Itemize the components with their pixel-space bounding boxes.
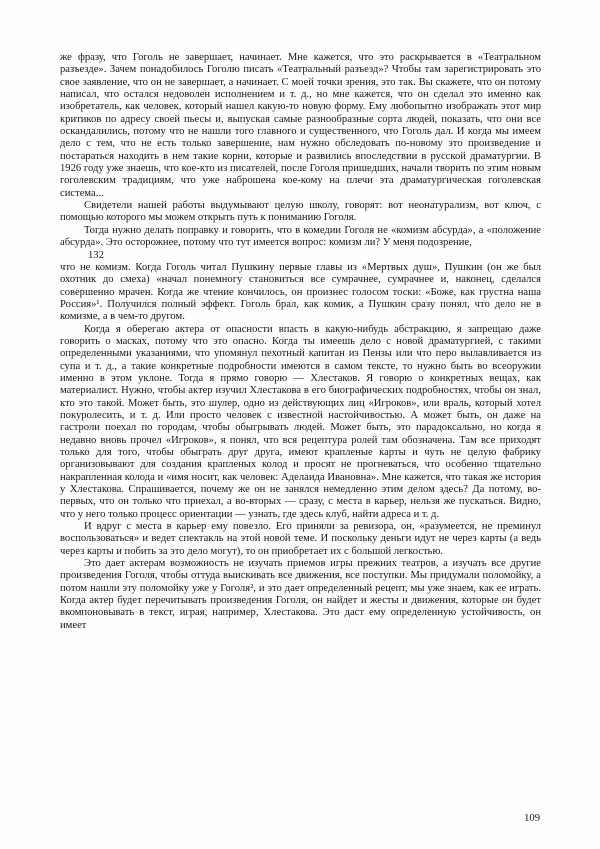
paragraph: Тогда нужно делать поправку и говорить, что в комедии Гоголя не «комизм абсурда», а «положение абсурда». Это осторожнее, потому что тут имеется вопрос: комизм ли? У меня подозрение, (60, 224, 541, 249)
page-number: 109 (524, 813, 540, 824)
paragraph: Когда я оберегаю актера от опасности впасть в какую-нибудь абстракцию, я запрещаю даже говорить о масках, потому что это опасно. Когда ты имеешь дело с новой драматургией, с такими определенными указаниями, что упомянул пехотный капитан из Пензы или что перо вылавливается из супа и т. д., а такие конкретные подробности имеются в самом тексте, то нужно быть во всеоружии именно в этом уклоне. Тогда я прямо говорю — Хлестаков. Я говорю о конкретных вещах, как материалист. Нужно, чтобы актер изучил Хлестакова в его биографических подробностях, чтобы он знал, кто это такой. Может быть, это шулер, одно из действующих лиц «Игроков», или враль, который хотел покуролесить, и т. д. Или просто человек с известной настойчивостью. А может быть, он даже на гастроли поехал по городам, чтобы обыгрывать людей. Может быть, это парадоксально, но когда я недавно вновь прочел «Игроков», я понял, что вся рецептура ролей там обозначена. Там все приходят только для того, чтобы обыграть друг друга, имеют крапленые карты и чуть не целую фабрику организовывают для создания крапленых колод и просят не прогневаться, что особенно тщательно накрапленная колода и «имя носит, как человек: Аделаида Ивановна». Мне кажется, что такая же история у Хлестакова. Спрашивается, почему же он не занялся немедленно этим делом здесь? Да потому, во-первых, что он только что приехал, а во-вторых — сразу, с места в карьер, нельзя же пускаться. Видно, что у него только процесс ориентации — узнать, где здесь клуб, найти адреса и т. д. (60, 323, 541, 520)
paragraph: Свидетели нашей работы выдумывают целую школу, говорят: вот неонатурализм, вот ключ, с помощью которого мы можем открыть путь к пониманию Гоголя. (60, 200, 541, 224)
paragraph: Это дает актерам возможность не изучать приемов игры прежних театров, а изучать все другие произведения Гоголя, чтобы оттуда выискивать все движения, все поступки. Мы придумали поломойку, а потом нашли эту поломойку уже у Гоголя², и это дает определенный рецепт, мы уже знаем, как ее играть. Когда актер будет перечитывать произведения Гоголя, он найдет и жесты и движения, которые он будет вкомпоновывать в текст, играя, например, Хлестакова. Это даст ему определенную устойчивость, он имеет (60, 558, 541, 631)
paragraph-continued: же фразу, что Гоголь не завершает, начинает. Мне кажется, что это раскрывается в «Театральном разъезде». Зачем понадобилось Гоголю писать «Театральный разъезд»? Чтобы там зарегистрировать это свое заявление, что он не завершает, а начинает. С моей точки зрения, это так. Вы скажете, что он потому написал, что остался недоволен исполнением и т. д., но мне кажется, что он сделал это именно как изобретатель, как человек, который нашел какую-то новую форму. Ему любопытно изображать этот мир критиков по адресу своей пьесы и, выпуская самые разнообразные сорта людей, показать, что они все оскандалились, потому что не нашли того главного и существенного, что Гоголь дал. И когда мы имеем дело с тем, что не есть только завершение, нам нужно обследовать по-новому это произведение и постараться находить в нем такие корни, которые и развились впоследствии в русской драматургии. В 1926 году уже знаешь, что кое-кто из писателей, после Гоголя пришедших, начали творить по этим новым гоголевским традициям, что уже наброшена кое-кому на плечи эта драматургическая гоголевская система... (60, 52, 541, 199)
page-text-block (60, 52, 541, 632)
page-break-marker: 132 (88, 249, 104, 261)
paragraph: И вдруг с места в карьер ему повезло. Его приняли за ревизора, он, «разумеется, не преминул воспользоваться» и ведет спектакль на этой новой теме. И поскольку деньги идут не через карты (а ведь через карты и побить за это дело могут), то он приобретает их с большой легкостью. (60, 521, 541, 557)
paragraph-continued: что не комизм. Когда Гоголь читал Пушкину первые главы из «Мертвых душ», Пушкин (он же был охотник до смеха) «начал понемногу становиться все сумрачнее, сумрачнее и, наконец, сделался совершенно мрачен. Когда же чтение кончилось, он произнес голосом тоски: «Боже, как грустна наша Россия»¹. Получился полный эффект. Гоголь брал, как комик, а Пушкин сразу понял, что дело не в комизме, а в чем-то другом. (60, 261, 541, 323)
